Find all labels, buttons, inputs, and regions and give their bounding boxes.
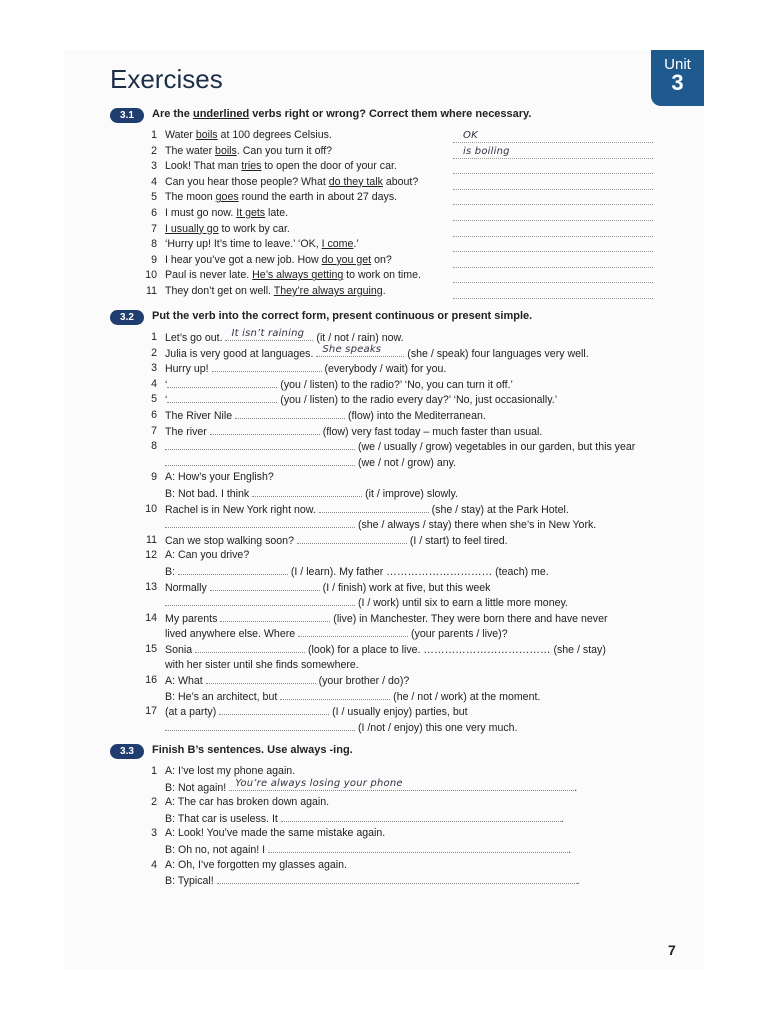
underlined-verb: boils [215,144,237,157]
underlined-verb: do they talk [328,175,383,188]
line-prefix: Normally [165,581,210,594]
line-prefix: Rachel is in New York right now. [165,503,319,516]
answer-blank[interactable] [217,873,577,884]
item-text-post: at 100 degrees Celsius. [217,129,332,141]
item-text-post: about? [382,175,419,188]
line-suffix: (your parents / live)? [408,628,508,641]
answer-field[interactable] [453,177,653,190]
line-text [165,470,274,486]
item-number: 4 [151,175,157,188]
item-text [165,159,397,175]
line-prefix: Sonia [165,644,196,656]
handwritten-answer: You’re always losing your phone [235,777,403,789]
line-suffix: (look) for a place to live. ……………………………… (she / stay) [305,644,606,656]
underlined-verb: I usually go [165,222,219,235]
line-text [165,424,542,441]
item-text-pre: ‘Hurry up! It’s time to leave.’ ‘OK, [165,238,322,251]
answer-blank[interactable] [195,642,305,653]
exercise-instruction: Put the verb into the correct form, present continuous or present simple. [152,310,533,322]
line-prefix: B: Not again! [165,781,230,794]
item-number: 6 [151,207,157,219]
answer-blank[interactable] [219,704,329,715]
line-suffix: (he / not / work) at the moment. [390,690,541,703]
line-prefix: B: Not bad. I think [165,488,253,500]
item-number: 11 [146,533,157,546]
item-text-post: . [382,285,386,297]
item-number: 2 [151,346,157,359]
item-number: 17 [145,705,157,718]
line-text: B: Not again! You’re always losing your phone . [165,777,578,794]
line-prefix: My parents [165,612,221,625]
exercise-badge: 3.3 [110,744,144,759]
item-text-pre: They don’t get on well. [165,285,274,297]
line-suffix: (flow) into the Mediterranean. [345,410,486,422]
answer-blank[interactable] [280,689,390,700]
item-text-pre: Look! That man [165,160,242,173]
answer-field[interactable] [453,239,653,252]
answer-blank[interactable] [316,343,404,357]
line-text [165,826,385,842]
line-suffix: (everybody / wait) for you. [321,363,447,376]
underlined-verb: I come [321,238,354,251]
line-text [165,795,329,811]
line-text [165,377,513,394]
answer-blank[interactable] [167,392,277,403]
line-prefix: A: Oh, I’ve forgotten my glasses again. [165,858,347,871]
line-text [165,502,569,519]
answer-blank[interactable] [165,439,355,450]
answer-field[interactable] [453,255,653,268]
line-suffix: (I / start) to feel tired. [406,534,508,547]
item-text [165,237,359,253]
line-prefix: The River Nile [165,410,236,422]
line-text [165,548,249,564]
exercise-badge: 3.1 [110,108,144,123]
line-prefix: with her sister until she finds somewhere. [165,658,359,671]
item-text-post: on? [371,253,392,266]
underlined-verb: It gets [236,207,266,219]
answer-field[interactable] [453,208,653,221]
unit-tab [651,50,704,106]
line-suffix: (I / finish) work at five, but this week [319,581,491,594]
answer-field[interactable] [453,270,653,283]
line-text: B: Typical! . [165,875,580,888]
item-text-post: . Can you turn it off? [236,144,333,157]
item-text-post: to open the door of your car. [261,160,397,173]
line-text [165,517,596,534]
item-text-pre: Paul is never late. [165,269,253,282]
item-text [165,206,288,222]
item-number: 15 [145,643,157,655]
item-number: 9 [151,253,157,266]
answer-blank[interactable] [281,811,561,822]
handwritten-answer: is boiling [463,145,510,157]
line-prefix: lived anywhere else. Where [165,628,299,641]
exercise-instruction: Finish B’s sentences. Use always -ing. [152,744,353,756]
answer-blank[interactable] [235,408,345,419]
item-number: 11 [146,285,157,297]
line-text [165,626,508,643]
item-number: 7 [151,222,157,235]
unit-number: 3 [671,70,684,95]
item-text [165,175,418,191]
line-suffix: (I / learn). My father ………………………… (teach) me. [287,566,549,578]
item-number: 2 [151,796,157,809]
answer-blank[interactable] [167,377,277,388]
answer-blank[interactable] [178,564,288,575]
line-suffix: (it / not / rain) now. [313,332,404,344]
line-prefix: B: [165,566,178,578]
line-text: B: That car is useless. It . [165,812,564,825]
line-text [165,455,456,472]
answer-blank[interactable] [319,502,429,513]
item-text [165,128,332,144]
item-text-post: to work on time. [343,269,421,282]
item-text-pre: The moon [165,191,216,204]
line-suffix: (it / improve) slowly. [362,488,458,500]
line-text [165,486,458,503]
line-prefix: Hurry up! [165,363,212,376]
line-text [165,361,446,378]
item-text-pre: Can you hear those people? What [165,175,329,188]
handwritten-answer: It isn’t raining [231,328,305,339]
line-prefix: B: Typical! [165,875,217,888]
line-suffix: (I / work) until six to earn a little more money. [355,597,568,610]
answer-blank[interactable] [252,486,362,497]
line-suffix: (flow) very fast today – much faster than usual. [319,425,543,438]
item-text-post: .’ [353,238,359,251]
answer-blank[interactable] [165,517,355,528]
underlined-verb: do you get [321,253,372,266]
item-text-pre: The water [165,144,216,157]
line-text [165,580,490,597]
line-text [165,392,557,409]
item-text-post: late. [265,207,289,219]
item-text-pre: Water [165,129,196,141]
line-prefix: A: What [165,675,206,688]
item-number: 6 [151,409,157,421]
item-number: 10 [145,502,157,515]
line-text [165,533,508,550]
item-number: 3 [151,160,157,173]
answer-field[interactable] [453,286,653,299]
item-text-pre: I hear you’ve got a new job. How [165,253,322,266]
underlined-verb: They’re always arguing [273,285,383,297]
line-prefix: ‘ [165,378,168,391]
item-number: 8 [151,440,157,453]
answer-blank[interactable] [165,455,355,466]
line-text [165,673,409,690]
underlined-verb: goes [215,191,239,204]
line-text [165,720,518,737]
line-prefix: ‘ [165,394,168,407]
handwritten-answer: She speaks [322,343,382,355]
answer-blank[interactable] [210,424,320,435]
item-text [165,222,290,238]
item-number: 5 [151,191,157,204]
item-text-pre: I must go now. [165,207,237,219]
answer-field[interactable] [453,130,653,143]
line-prefix: The river [165,425,210,438]
line-prefix: A: Can you drive? [165,549,250,562]
line-text [165,439,635,456]
line-text [165,858,347,874]
line-suffix: (we / usually / grow) vegetables in our garden, but this year [355,441,636,454]
item-number: 3 [151,362,157,375]
line-prefix: B: That car is useless. It [165,812,281,825]
item-number: 8 [151,238,157,251]
answer-blank[interactable] [298,626,408,637]
line-text [165,343,589,363]
item-text [165,284,386,300]
line-prefix: Julia is very good at languages. [165,347,317,360]
item-text-post: to work by car. [218,222,290,235]
exercise-instruction: Are the underlined verbs right or wrong? Correct them where necessary. [152,108,532,120]
line-suffix: (she / stay) at the Park Hotel. [428,503,569,516]
answer-blank[interactable] [220,611,330,622]
line-text [165,658,359,674]
line-text [165,595,568,612]
line-prefix: A: Look! You’ve made the same mistake again. [165,827,386,840]
line-suffix: (I /not / enjoy) this one very much. [355,722,518,734]
item-text [165,253,392,269]
item-number: 2 [151,144,157,157]
line-prefix: A: I’ve lost my phone again. [165,765,296,777]
line-suffix: (I / usually enjoy) parties, but [329,706,468,719]
underlined-verb: boils [195,129,218,141]
line-text [165,611,608,628]
item-number: 7 [151,424,157,437]
answer-field[interactable] [453,146,653,159]
item-number: 16 [145,674,157,687]
handwritten-answer: OK [463,130,478,141]
answer-blank[interactable] [206,673,316,684]
line-prefix: B: He’s an architect, but [165,690,281,703]
line-suffix: (you / listen) to the radio every day?’ ‘No, just occasionally.’ [277,394,558,407]
underlined-verb: tries [241,160,262,173]
line-prefix: (at a party) [165,706,220,719]
answer-field[interactable] [453,161,653,174]
unit-label: Unit [664,56,691,73]
underlined-verb: He’s always getting [252,269,344,282]
line-suffix: (you / listen) to the radio?’ ‘No, you can turn it off.’ [277,378,513,391]
item-number: 12 [145,549,157,562]
item-number: 1 [151,331,157,343]
item-number: 4 [151,377,157,390]
line-suffix: (live) in Manchester. They were born there and have never [330,612,608,625]
item-text [165,190,397,206]
item-number: 5 [151,393,157,406]
item-text [165,268,421,284]
line-prefix: B: Oh no, not again! I [165,844,269,856]
item-number: 1 [151,765,157,777]
line-suffix: (we / not / grow) any. [355,456,457,469]
line-text [165,704,468,721]
answer-blank[interactable] [297,533,407,544]
answer-blank[interactable] [268,842,568,853]
answer-blank[interactable] [165,595,355,606]
item-number: 3 [151,827,157,840]
line-prefix: A: How’s your English? [165,471,274,484]
line-suffix: (she / always / stay) there when she’s in New York. [355,519,597,532]
answer-blank[interactable] [210,580,320,591]
page-title: Exercises [110,64,223,94]
answer-blank[interactable] [165,720,355,731]
page-number: 7 [668,942,676,958]
item-number: 10 [145,269,157,282]
line-prefix: A: The car has broken down again. [165,796,330,809]
line-suffix: (she / speak) four languages very well. [404,347,589,360]
answer-blank[interactable] [229,777,574,791]
line-prefix: Can we stop walking soon? [165,534,297,547]
item-number: 9 [151,471,157,484]
line-text [165,642,606,659]
answer-field[interactable] [453,192,653,205]
line-text [165,689,540,706]
line-text: B: Oh no, not again! I . [165,844,572,856]
item-number: 14 [145,611,157,624]
item-number: 4 [151,858,157,871]
item-number: 1 [151,129,157,141]
line-text [165,408,486,425]
item-text [165,144,332,160]
answer-field[interactable] [453,224,653,237]
line-suffix: (your brother / do)? [315,675,410,688]
answer-blank[interactable] [212,361,322,372]
line-prefix: Let’s go out. [165,332,226,344]
line-text [165,564,549,581]
item-number: 13 [145,580,157,593]
answer-blank[interactable] [225,330,313,341]
exercise-badge: 3.2 [110,310,144,325]
item-text-post: round the earth in about 27 days. [238,191,398,204]
